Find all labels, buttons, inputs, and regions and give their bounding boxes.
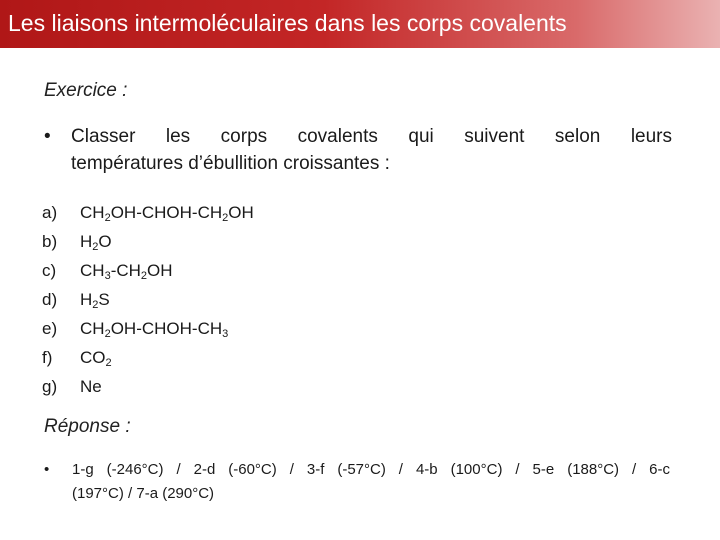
formula-text: CO — [80, 348, 106, 367]
bullet-icon: • — [44, 126, 51, 147]
chemical-formula — [80, 229, 112, 254]
chemical-formula — [80, 316, 228, 341]
formula-text: H — [80, 232, 93, 251]
formula-text: -CH — [110, 261, 141, 280]
formula-text: CH — [80, 319, 105, 338]
prompt-line-1: Classer les corps covalents qui suivent selon leurs — [71, 126, 672, 147]
chemical-formula — [80, 345, 112, 370]
chemical-formula — [80, 374, 102, 399]
formula-text: OH-CHOH-CH — [110, 203, 223, 222]
formula-text: OH-CHOH-CH — [110, 319, 223, 338]
formula-subscript: 3 — [222, 328, 229, 340]
list-item-letter: g) — [42, 377, 58, 396]
formula-subscript: 2 — [222, 212, 229, 224]
slide-title: Les liaisons intermoléculaires dans les corps covalents — [8, 10, 567, 36]
title-bar — [0, 0, 720, 48]
answer-heading: Réponse : — [44, 416, 131, 437]
answer-line-2: (197°C) / 7-a (290°C) — [72, 485, 215, 502]
formula-subscript: 2 — [105, 357, 112, 369]
formula-text: OH — [147, 261, 173, 280]
list-item-letter: e) — [42, 319, 58, 338]
formula-text: S — [98, 290, 110, 309]
formula-subscript: 2 — [104, 328, 111, 340]
formula-text: CH — [80, 261, 105, 280]
formula-subscript: 2 — [104, 212, 111, 224]
formula-text: H — [80, 290, 93, 309]
list-item-letter: d) — [42, 290, 58, 309]
list-item-letter: f) — [42, 348, 53, 367]
list-item-letter: a) — [42, 203, 58, 222]
formula-text: CH — [80, 203, 105, 222]
formula-subscript: 3 — [104, 270, 111, 282]
formula-text: OH — [228, 203, 254, 222]
list-item-letter: b) — [42, 232, 58, 251]
chemical-formula — [80, 287, 110, 312]
list-item-letter: c) — [42, 261, 57, 280]
formula-subscript: 2 — [140, 270, 148, 282]
chemical-formula — [80, 258, 173, 283]
formula-subscript: 2 — [92, 299, 99, 311]
exercise-heading: Exercice : — [44, 80, 128, 101]
chemical-formula — [80, 200, 254, 225]
bullet-icon: • — [44, 461, 50, 478]
answer-line-1: 1-g (-246°C) / 2-d (-60°C) / 3-f (-57°C) / 4-b (100°C) / 5-e (188°C) / 6-c — [72, 461, 670, 478]
formula-text: Ne — [80, 377, 102, 396]
formula-text: O — [98, 232, 112, 251]
formula-subscript: 2 — [92, 241, 99, 253]
prompt-line-2: températures d’ébullition croissantes : — [71, 153, 390, 174]
